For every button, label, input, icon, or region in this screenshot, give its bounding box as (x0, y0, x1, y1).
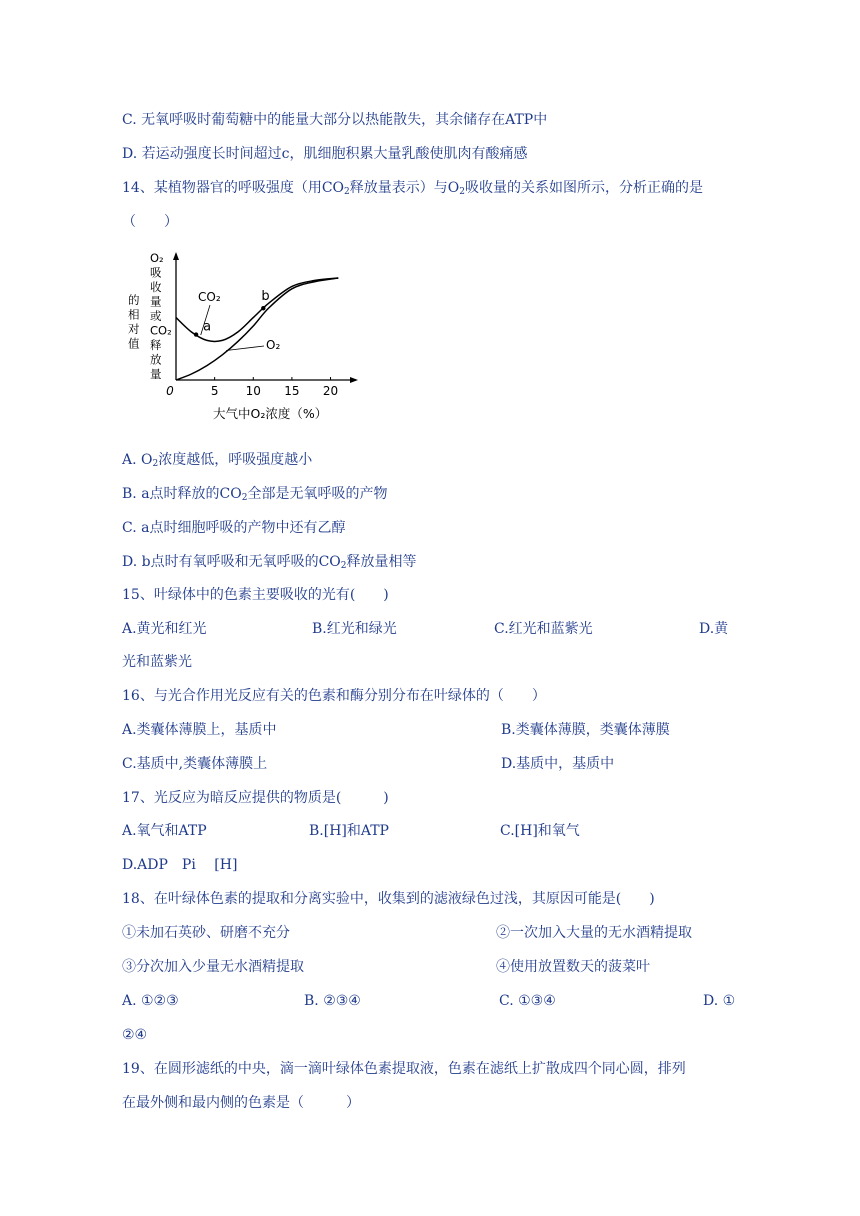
chart-ylabel-char: 收 (150, 280, 162, 294)
chart-ylabel-char: 量 (150, 367, 162, 381)
x-tick-label: 20 (322, 384, 339, 398)
q18-option-b: B. ②③④ (304, 993, 361, 1009)
chart-ylabel-side-char: 的 (128, 293, 140, 307)
x-tick-label: 0 (166, 384, 174, 398)
q17-stem: 17、光反应为暗反应提供的物质是( ) (122, 790, 389, 806)
q15-option-b: B.红光和绿光 (312, 621, 397, 637)
q15-option-a: A.黄光和红光 (122, 621, 207, 637)
q18-option-c: C. ①③④ (499, 993, 556, 1009)
chart-ylabel-char: O₂ (150, 251, 164, 265)
q14-option-b: B. a点时释放的$CO_2$全部是无氧呼吸的产物 (122, 486, 388, 503)
q14-option-d: D. b点时有氧呼吸和无氧呼吸的$CO_2$释放量相等 (122, 554, 417, 571)
chart-ylabel-side-char: 相 (128, 307, 140, 322)
chart-ylabel-char: CO₂ (150, 323, 172, 338)
q17-option-d: D.ADP Pi [H] (122, 857, 238, 873)
chart-curves (176, 278, 338, 380)
q15-option-d-cont: 光和蓝紫光 (122, 654, 192, 670)
x-axis-arrow (350, 377, 358, 383)
q14-stem: 14、某植物器官的呼吸强度（用$CO_2$释放量表示）与$O_2$吸收量的关系如图所示，分析正确的是 (122, 180, 703, 197)
q18-option-d-cont: ②④ (122, 1027, 148, 1043)
q16-option-a: A.类囊体薄膜上，基质中 (122, 722, 277, 738)
q18-item-1: ①未加石英砂、研磨不充分 (122, 925, 290, 941)
chart-ylabel-char: 或 (150, 309, 162, 323)
q16-option-b: B.类囊体薄膜，类囊体薄膜 (501, 722, 670, 738)
q17-option-a: A.氧气和ATP (122, 823, 207, 839)
chart-ylabel-side-char: 值 (128, 336, 140, 351)
q16-option-d: D.基质中，基质中 (501, 756, 615, 772)
q14-option-a: A. $O_2$浓度越低，呼吸强度越小 (122, 452, 313, 469)
q13-option-c: C. 无氧呼吸时葡萄糖中的能量大部分以热能散失，其余储存在ATP中 (122, 112, 548, 128)
q14-stem-bracket: （ ） (122, 214, 178, 230)
q18-stem: 18、在叶绿体色素的提取和分离实验中，收集到的滤液绿色过浅，其原因可能是( ) (122, 891, 655, 907)
q13-option-d: D. 若运动强度长时间超过c，肌细胞积累大量乳酸使肌肉有酸痛感 (122, 146, 528, 162)
chart-ylabel-side-char: 对 (128, 322, 140, 336)
series-label-o2: O₂ (266, 338, 281, 352)
q17-option-b: B.[H]和ATP (309, 823, 389, 839)
chart-ylabel-char: 放 (150, 352, 162, 367)
y-axis-arrow (173, 252, 179, 260)
q15-stem: 15、叶绿体中的色素主要吸收的光有( ) (122, 587, 389, 603)
q19-stem-line1: 19、在圆形滤纸的中央，滴一滴叶绿体色素提取液，色素在滤纸上扩散成四个同心圆，排列 (122, 1061, 686, 1077)
x-tick-label: 15 (284, 384, 300, 398)
series-line-co2 (176, 278, 338, 341)
q14-option-c: C. a点时细胞呼吸的产物中还有乙醇 (122, 520, 346, 536)
chart-ylabel-char: 量 (150, 294, 162, 309)
x-tick-label: 5 (210, 384, 219, 398)
q18-option-d: D. ① (703, 993, 736, 1009)
x-tick-label: 10 (245, 384, 261, 398)
point-a (194, 332, 198, 336)
point-label-a: a (203, 319, 212, 335)
chart-ylabel-char: 吸 (150, 265, 162, 280)
q18-item-3: ③分次加入少量无水酒精提取 (122, 959, 304, 975)
point-label-b: b (261, 289, 270, 305)
chart-ylabel (128, 251, 172, 381)
q17-option-c: C.[H]和氧气 (500, 823, 580, 839)
respiration-chart (118, 246, 368, 436)
point-b (261, 306, 265, 310)
q15-option-c: C.红光和蓝紫光 (494, 621, 593, 637)
q18-item-4: ④使用放置数天的菠菜叶 (496, 959, 650, 975)
q16-option-c: C.基质中,类囊体薄膜上 (122, 756, 268, 772)
q18-item-2: ②一次加入大量的无水酒精提取 (496, 925, 692, 941)
q15-option-d: D.黄 (699, 621, 729, 637)
chart-xlabel: 大气中O₂浓度（%） (213, 406, 328, 421)
series-label-co2: CO₂ (198, 290, 221, 304)
q18-option-a: A. ①②③ (122, 993, 179, 1009)
chart-ylabel-char: 释 (150, 338, 162, 352)
q16-stem: 16、与光合作用光反应有关的色素和酶分别分布在叶绿体的（ ） (122, 688, 546, 704)
q19-stem-line2: 在最外侧和最内侧的色素是（ ） (122, 1095, 360, 1111)
chart-axes (173, 252, 358, 383)
